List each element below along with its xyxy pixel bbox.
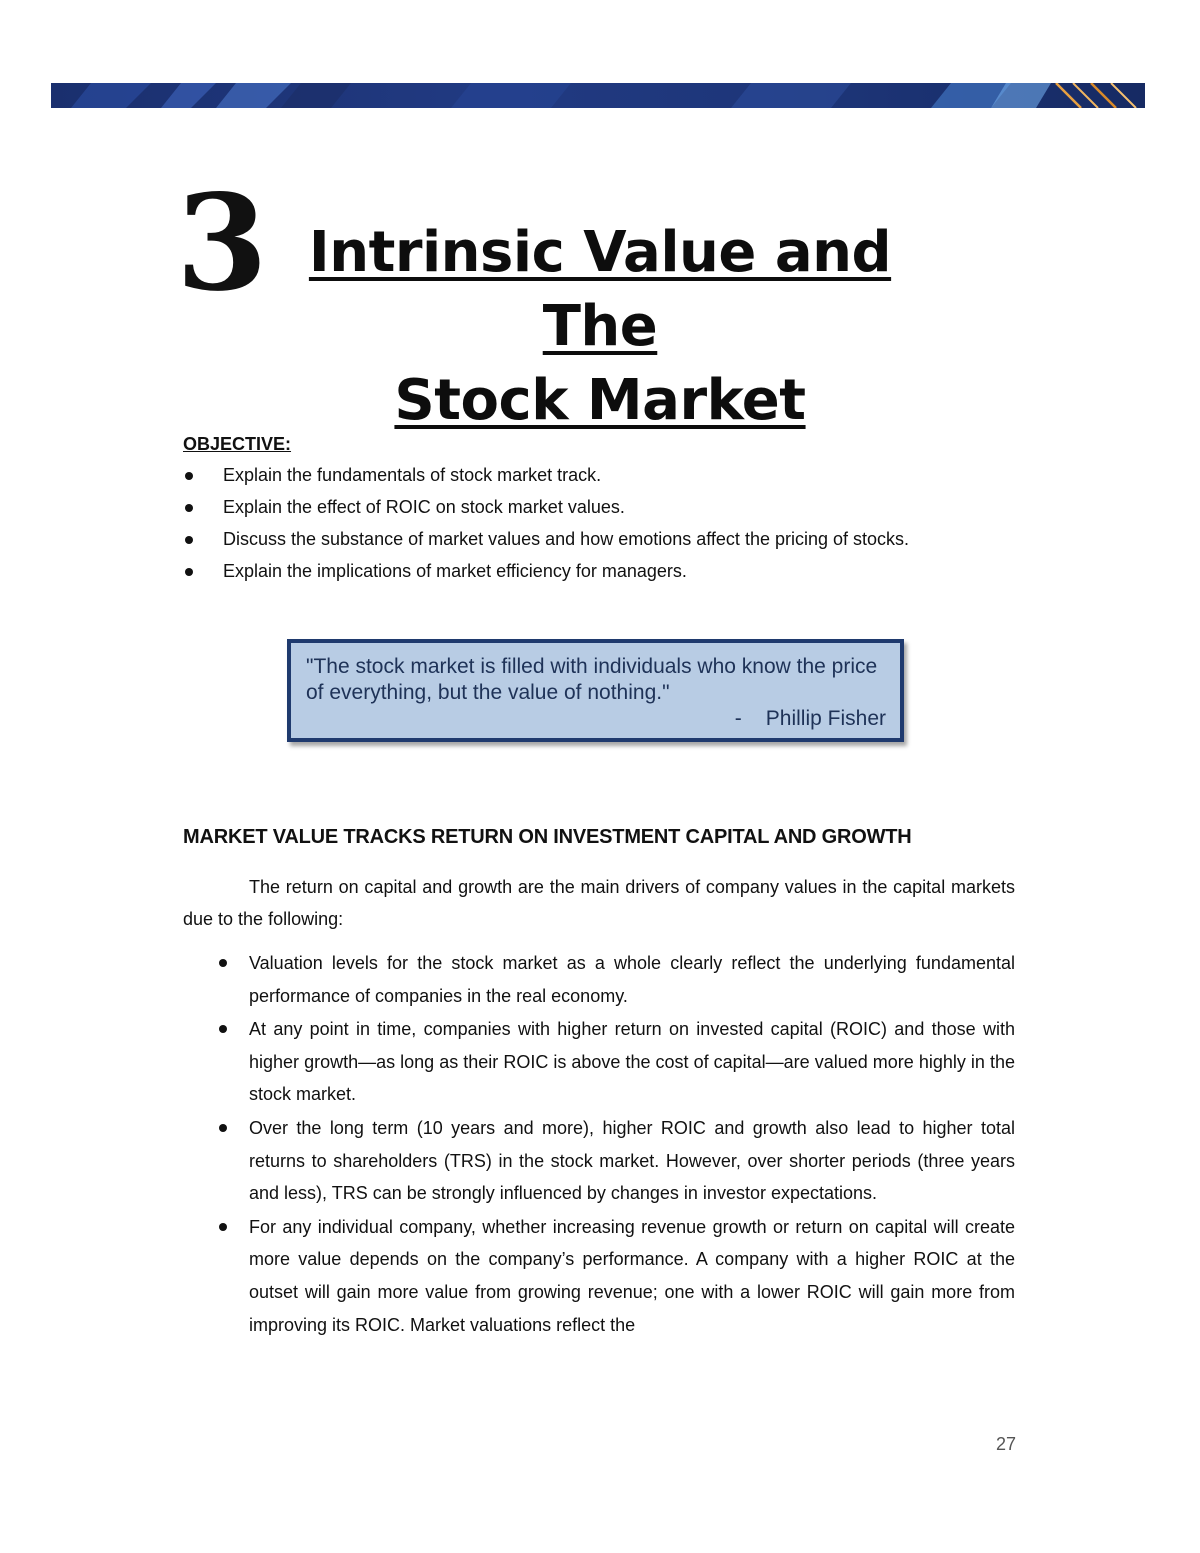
objective-heading: OBJECTIVE: [183,434,292,454]
bullet-icon [185,536,193,544]
bullet-icon [185,504,193,512]
quote-author: Phillip Fisher [765,707,886,730]
bullet-icon [185,568,193,576]
section-intro: The return on capital and growth are the main drivers of company values in the capital markets due to the following: [183,877,1015,929]
market-value-section [183,826,1015,1342]
list-item [183,559,1023,591]
list-item-text: Explain the fundamentals of stock market track. [223,465,602,485]
list-item-text: Explain the implications of market efficiency for managers. [223,561,687,581]
chapter-number: 3 [176,166,264,321]
list-item [249,1112,1015,1210]
bullet-icon [185,472,193,480]
list-item-text: Discuss the substance of market values and how emotions affect the pricing of stocks. [223,529,910,549]
bullet-icon [219,959,227,967]
list-item [249,947,1015,1012]
list-item [249,1013,1015,1111]
list-item-text: At any point in time, companies with higher return on invested capital (ROIC) and those with higher growth—as long as their ROIC is above the cost of capital—are valued more highly in the stock market. [249,1019,1015,1105]
section-bullet-list [183,947,1015,1341]
quote-attribution [306,706,886,732]
page-number: 27 [995,1434,1016,1454]
bullet-icon [219,1223,227,1231]
objective-list [183,463,1023,591]
list-item-text: For any individual company, whether increasing revenue growth or return on capital will create more value depends on the company’s performance. A company with a higher ROIC at the outset will gain more value from growing revenue; one with a lower ROIC will gain more from improving its ROIC. Market valuations reflect the [249,1216,1015,1335]
list-item-text: Explain the effect of ROIC on stock market values. [223,497,625,517]
list-item [249,1211,1015,1341]
list-item [183,495,1023,527]
chapter-title-line2: Stock Market [394,368,806,433]
objective-section [183,434,1023,591]
quote-box [287,639,904,742]
list-item-text: Valuation levels for the stock market as a whole clearly reflect the underlying fundamental performance of companies in the real economy. [249,953,1015,1006]
list-item [183,463,1023,495]
list-item [183,527,1023,559]
bullet-icon [219,1025,227,1033]
header-banner [51,83,1145,108]
list-item-text: Over the long term (10 years and more), higher ROIC and growth also lead to higher total returns to shareholders (TRS) in the stock market. However, over shorter periods (three years and less), TRS can be strongly influenced by changes in investor expectations. [249,1117,1015,1204]
bullet-icon [219,1124,227,1132]
chapter-title [255,216,945,438]
chapter-title-line1: Intrinsic Value and The [308,220,892,359]
banner-decoration [51,83,1145,108]
section-heading: MARKET VALUE TRACKS RETURN ON INVESTMENT CAPITAL AND GROWTH [183,826,912,848]
quote-text: "The stock market is filled with individuals who know the price of everything, but the value of nothing." [306,655,878,704]
quote-dash: - [734,707,742,730]
